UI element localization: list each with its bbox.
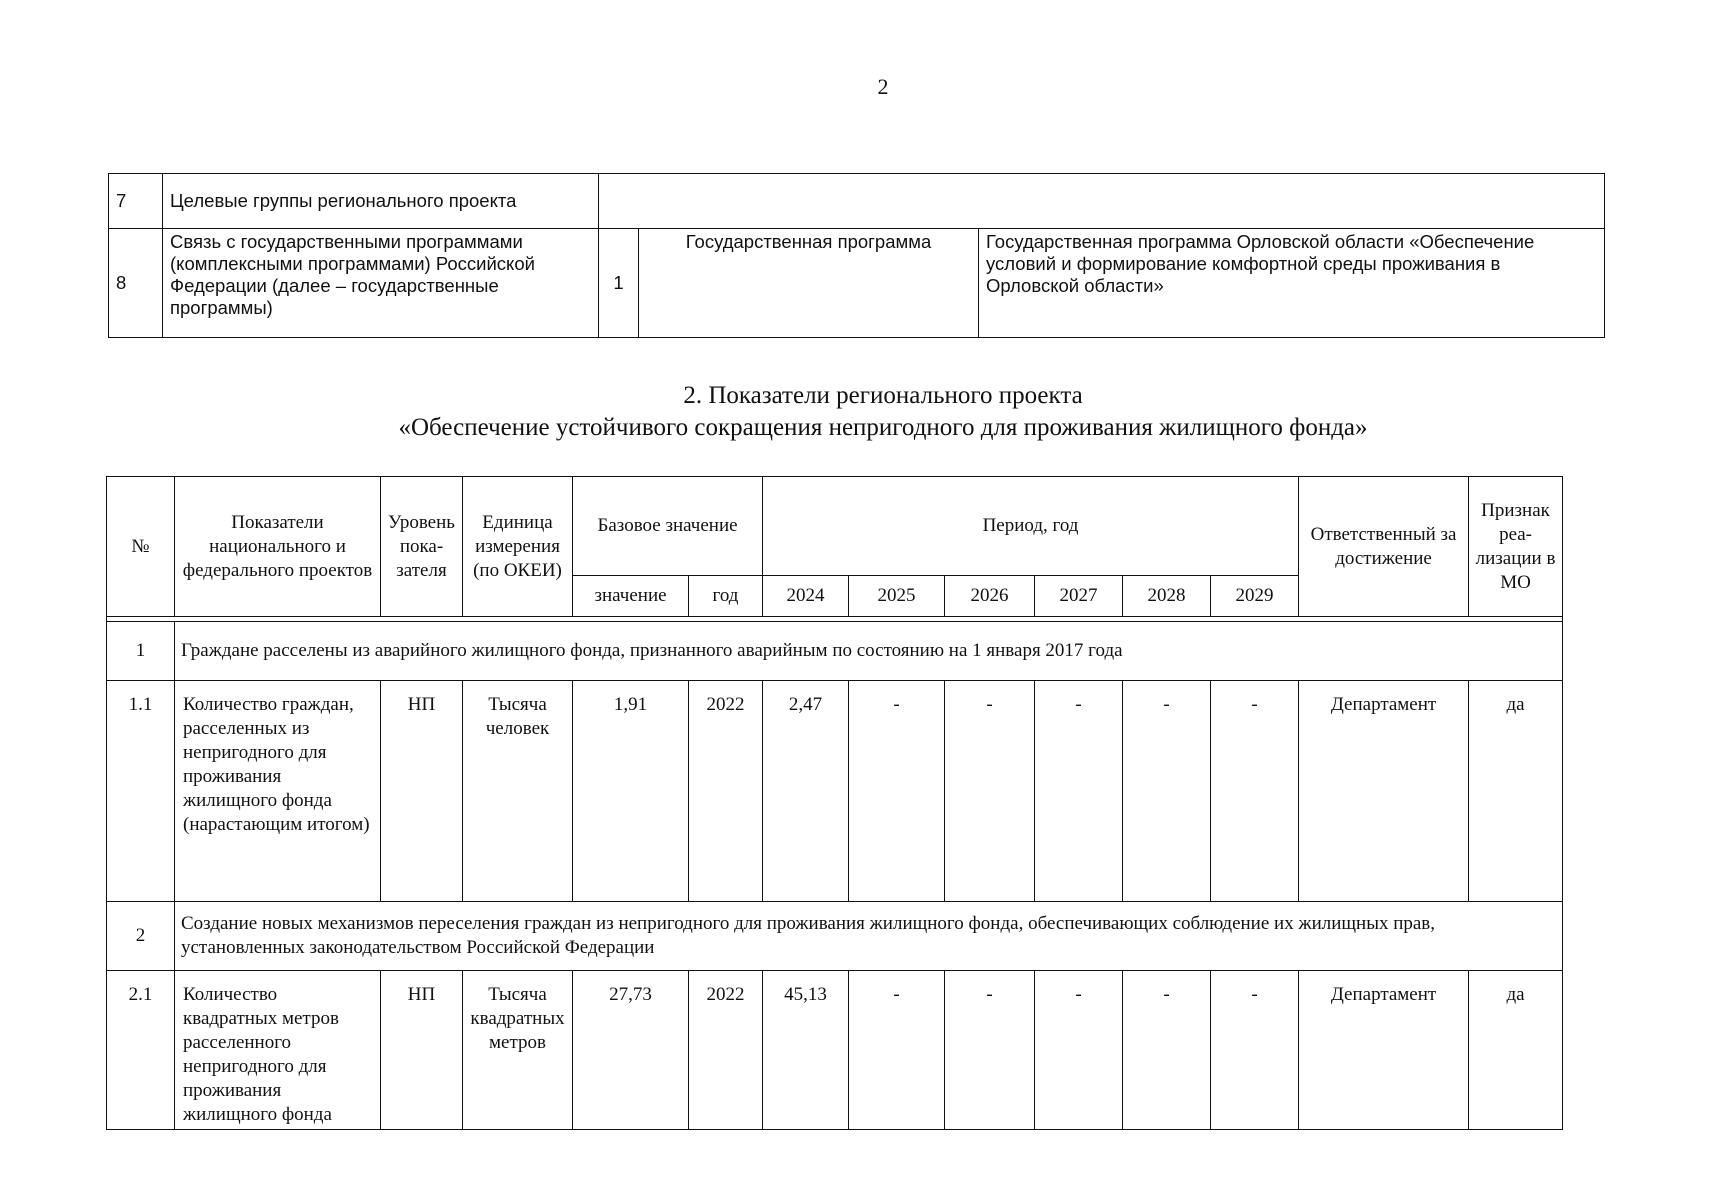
year-value: - <box>1123 681 1211 902</box>
year-value: - <box>1123 971 1211 1130</box>
row-label: Связь с государственными программами (комплексными программами) Российской Федерации (далее – государственные программы) <box>163 229 599 338</box>
header-name: Показатели национального и федерального проектов <box>175 477 381 617</box>
year-value: - <box>1035 681 1123 902</box>
indicators-table <box>106 476 1563 1130</box>
header-year: 2024 <box>763 576 849 617</box>
responsible: Департамент <box>1299 681 1469 902</box>
page-number: 2 <box>877 74 889 99</box>
indicator-name: Количество квадратных метров расселенного непригодного для проживания жилищного фонда <box>175 971 381 1130</box>
row-number: 7 <box>109 174 163 229</box>
program-type: Государственная программа <box>639 229 979 338</box>
year-value: - <box>1211 681 1299 902</box>
section-title <box>0 380 1710 444</box>
group-title: Граждане расселены из аварийного жилищного фонда, признанного аварийным по состоянию на 1 января 2017 года <box>175 622 1563 681</box>
base-value: 1,91 <box>573 681 689 902</box>
year-value: - <box>945 681 1035 902</box>
program-sub-number: 1 <box>599 229 639 338</box>
program-name: Государственная программа Орловской области «Обеспечение условий и формирование комфортной среды проживания в Орловской области» <box>979 229 1605 338</box>
indicator-unit: Тысяча человек <box>463 681 573 902</box>
header-level: Уровень пока-зателя <box>381 477 463 617</box>
target-groups-value <box>599 174 1605 229</box>
header-period: Период, год <box>763 477 1299 576</box>
section-title-line-2: «Обеспечение устойчивого сокращения непригодного для проживания жилищного фонда» <box>398 414 1368 441</box>
header-num: № <box>107 477 175 617</box>
year-value: - <box>945 971 1035 1130</box>
header-row-1 <box>107 477 1563 576</box>
year-value: - <box>849 971 945 1130</box>
header-year: 2025 <box>849 576 945 617</box>
mo-flag: да <box>1469 681 1563 902</box>
passport-table <box>108 173 1605 338</box>
indicator-level: НП <box>381 681 463 902</box>
indicator-row <box>107 971 1563 1130</box>
indicator-name: Количество граждан, расселенных из непригодного для проживания жилищного фонда (нарастающим итогом) <box>175 681 381 902</box>
indicator-row <box>107 681 1563 902</box>
base-year: 2022 <box>689 681 763 902</box>
year-value: 2,47 <box>763 681 849 902</box>
group-title: Создание новых механизмов переселения граждан из непригодного для проживания жилищного фонда, обеспечивающих соблюдение их жилищных прав, установленных законодательством Российской Федерации <box>175 902 1563 971</box>
year-value: 45,13 <box>763 971 849 1130</box>
indicator-number: 1.1 <box>107 681 175 902</box>
passport-row-7 <box>109 174 1605 229</box>
header-mo: Признак реа-лизации в МО <box>1469 477 1563 617</box>
header-year: 2027 <box>1035 576 1123 617</box>
header-year: 2029 <box>1211 576 1299 617</box>
year-value: - <box>1035 971 1123 1130</box>
group-number: 2 <box>107 902 175 971</box>
header-base-year: год <box>689 576 763 617</box>
mo-flag: да <box>1469 971 1563 1130</box>
header-responsible: Ответственный за достижение <box>1299 477 1469 617</box>
responsible: Департамент <box>1299 971 1469 1130</box>
section-title-line-1: 2. Показатели регионального проекта <box>683 382 1083 409</box>
header-unit: Единица измерения (по ОКЕИ) <box>463 477 573 617</box>
indicator-level: НП <box>381 971 463 1130</box>
group-number: 1 <box>107 622 175 681</box>
header-base-value: значение <box>573 576 689 617</box>
year-value: - <box>1211 971 1299 1130</box>
indicator-number: 2.1 <box>107 971 175 1130</box>
passport-row-8 <box>109 229 1605 338</box>
year-value: - <box>849 681 945 902</box>
group-row <box>107 622 1563 681</box>
indicator-unit: Тысяча квадратных метров <box>463 971 573 1130</box>
header-base: Базовое значение <box>573 477 763 576</box>
base-year: 2022 <box>689 971 763 1130</box>
row-number: 8 <box>109 229 163 338</box>
header-year: 2026 <box>945 576 1035 617</box>
row-label: Целевые группы регионального проекта <box>163 174 599 229</box>
base-value: 27,73 <box>573 971 689 1130</box>
header-year: 2028 <box>1123 576 1211 617</box>
group-row <box>107 902 1563 971</box>
